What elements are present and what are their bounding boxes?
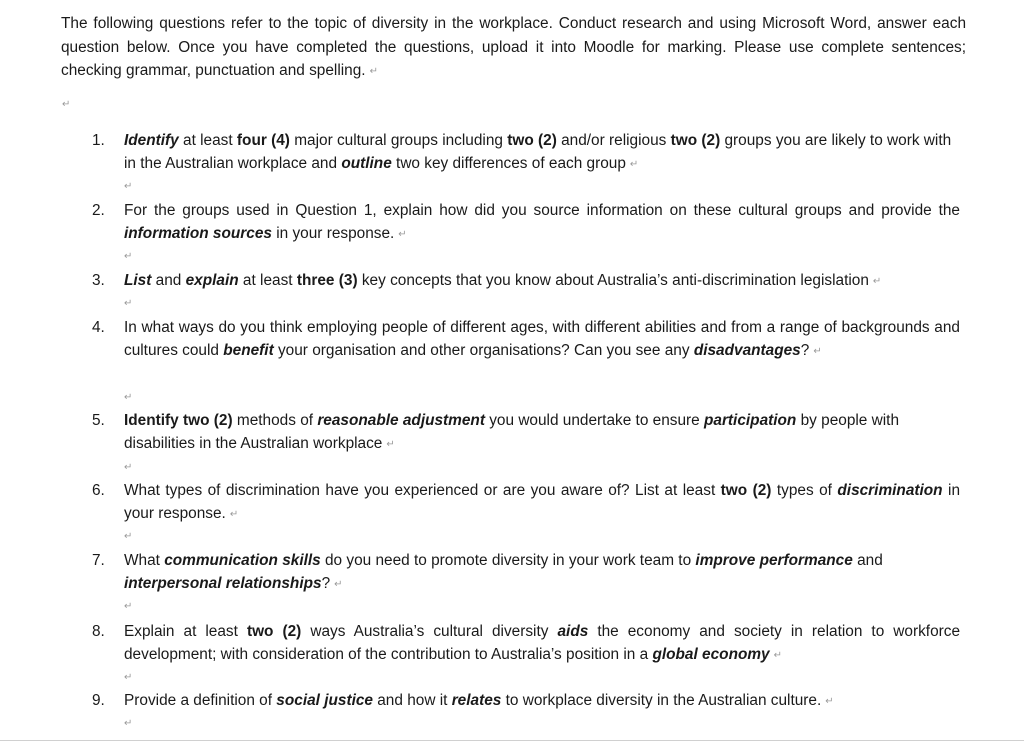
question-text (124, 409, 960, 457)
text-run: at least (238, 272, 297, 289)
text-run: and (852, 552, 883, 569)
text-run: What (124, 552, 165, 569)
emphasis-run: relates (451, 692, 502, 709)
emphasis-run: two (2) (507, 132, 557, 149)
emphasis-run: two (2) (183, 412, 233, 429)
emphasis-run: participation (703, 412, 797, 429)
question-number: 6. (92, 482, 105, 499)
blank-line-mark: ↵ (124, 531, 133, 542)
emphasis-run: disadvantages (693, 342, 801, 360)
text-run: major cultural groups including (289, 132, 508, 149)
text-run: Provide a definition of (124, 692, 277, 709)
text-run: the economy and society in relation to workforce development; with consideration of the contribution to Australia’s position in a (124, 623, 961, 664)
blank-line-mark: ↵ (124, 181, 133, 192)
text-run: methods of (232, 412, 318, 429)
question-number: 7. (92, 552, 105, 569)
question-text (124, 269, 960, 293)
emphasis-run: explain (185, 272, 239, 289)
text-run: Explain at least (124, 623, 247, 640)
text-run: in your response. (271, 225, 395, 243)
text-run: your organisation and other organisations? Can you see any (273, 342, 694, 360)
emphasis-run: Identify (124, 132, 179, 149)
blank-line-mark: ↵ (124, 251, 133, 262)
text-run: and/or religious (556, 132, 671, 149)
emphasis-run: interpersonal relationships (124, 575, 322, 593)
text-run: two key differences of each group (391, 155, 626, 173)
text-run: For the groups used in Question 1, explain how did you source information on these cultural groups and provide the (124, 202, 960, 219)
paragraph-mark: ↵ (872, 276, 882, 287)
question-number: 4. (92, 319, 105, 336)
question-number: 5. (92, 412, 105, 429)
paragraph-mark: ↵ (386, 439, 395, 451)
emphasis-run: three (3) (296, 272, 358, 289)
emphasis-run: outline (341, 155, 392, 173)
emphasis-run: reasonable adjustment (317, 412, 485, 429)
emphasis-run: aids (557, 623, 589, 640)
question-number: 3. (92, 272, 105, 289)
emphasis-run: global economy (652, 646, 770, 664)
text-run: to workplace diversity in the Australian culture. (501, 692, 822, 709)
text-run: What types of discrimination have you experienced or are you aware of? List at least (124, 482, 721, 499)
text-run: types of (771, 482, 838, 499)
paragraph-mark: ↵ (334, 579, 343, 591)
emphasis-run: two (2) (720, 482, 772, 499)
text-run: The following questions refer to the topic of diversity in the workplace. Conduct research and using Microsoft Word, answer each question below. Once you have completed the questions, upload it into Moodle for marking. Please use complete sentences; checking grammar, punctuation and spelling. (61, 15, 966, 79)
blank-line-mark: ↵ (124, 718, 133, 729)
text-run: ? (800, 342, 810, 360)
paragraph-mark: ↵ (229, 509, 239, 521)
emphasis-run: discrimination (837, 482, 943, 499)
blank-line-mark: ↵ (124, 298, 133, 309)
blank-line-mark: ↵ (62, 99, 71, 110)
question-text (124, 479, 960, 527)
text-run: ? (321, 575, 331, 593)
blank-line-mark: ↵ (124, 672, 133, 683)
question-number: 9. (92, 692, 105, 709)
question-number: 8. (92, 623, 105, 640)
text-run: and how it (372, 692, 452, 709)
question-text (124, 689, 960, 713)
emphasis-run: Identify (124, 412, 179, 429)
emphasis-run: List (124, 272, 152, 289)
blank-line-mark: ↵ (124, 392, 133, 403)
question-text (124, 316, 960, 364)
question-text (124, 129, 960, 177)
paragraph-mark: ↵ (398, 229, 407, 241)
page-bottom-border (0, 740, 1024, 741)
emphasis-run: information sources (124, 225, 272, 243)
emphasis-run: two (2) (670, 132, 721, 149)
text-run: groups you are likely to work with in the Australian workplace and (124, 132, 952, 173)
text-run: you would undertake to ensure (484, 412, 704, 429)
text-run: ways Australia’s cultural diversity (301, 623, 558, 640)
emphasis-run: social justice (276, 692, 373, 709)
text-run: In what ways do you think employing people of different ages, with different abilities and from a range of backgrounds and cultures could (124, 319, 960, 360)
text-run: in your response. (124, 482, 960, 523)
emphasis-run: four (4) (236, 132, 290, 149)
text-run: do you need to promote diversity in your work team to (320, 552, 696, 569)
paragraph-mark: ↵ (825, 696, 834, 707)
emphasis-run: benefit (223, 342, 274, 360)
text-run: at least (178, 132, 237, 149)
paragraph-mark: ↵ (813, 346, 822, 358)
paragraph-mark: ↵ (369, 66, 378, 77)
intro-paragraph (61, 12, 966, 84)
text-run: by people with disabilities in the Australian workplace (124, 412, 900, 453)
emphasis-run: improve performance (695, 552, 853, 569)
emphasis-run: two (2) (246, 623, 302, 640)
question-number: 1. (92, 132, 105, 149)
question-text (124, 620, 960, 668)
text-run: and (151, 272, 186, 289)
question-text (124, 199, 960, 247)
paragraph-mark: ↵ (773, 650, 783, 662)
text-run: key concepts that you know about Australia’s anti-discrimination legislation (357, 272, 869, 289)
emphasis-run: communication skills (164, 552, 321, 569)
blank-line-mark: ↵ (124, 601, 133, 612)
paragraph-mark: ↵ (629, 159, 639, 171)
question-text (124, 549, 960, 597)
question-number: 2. (92, 202, 105, 219)
blank-line-mark: ↵ (124, 462, 133, 473)
